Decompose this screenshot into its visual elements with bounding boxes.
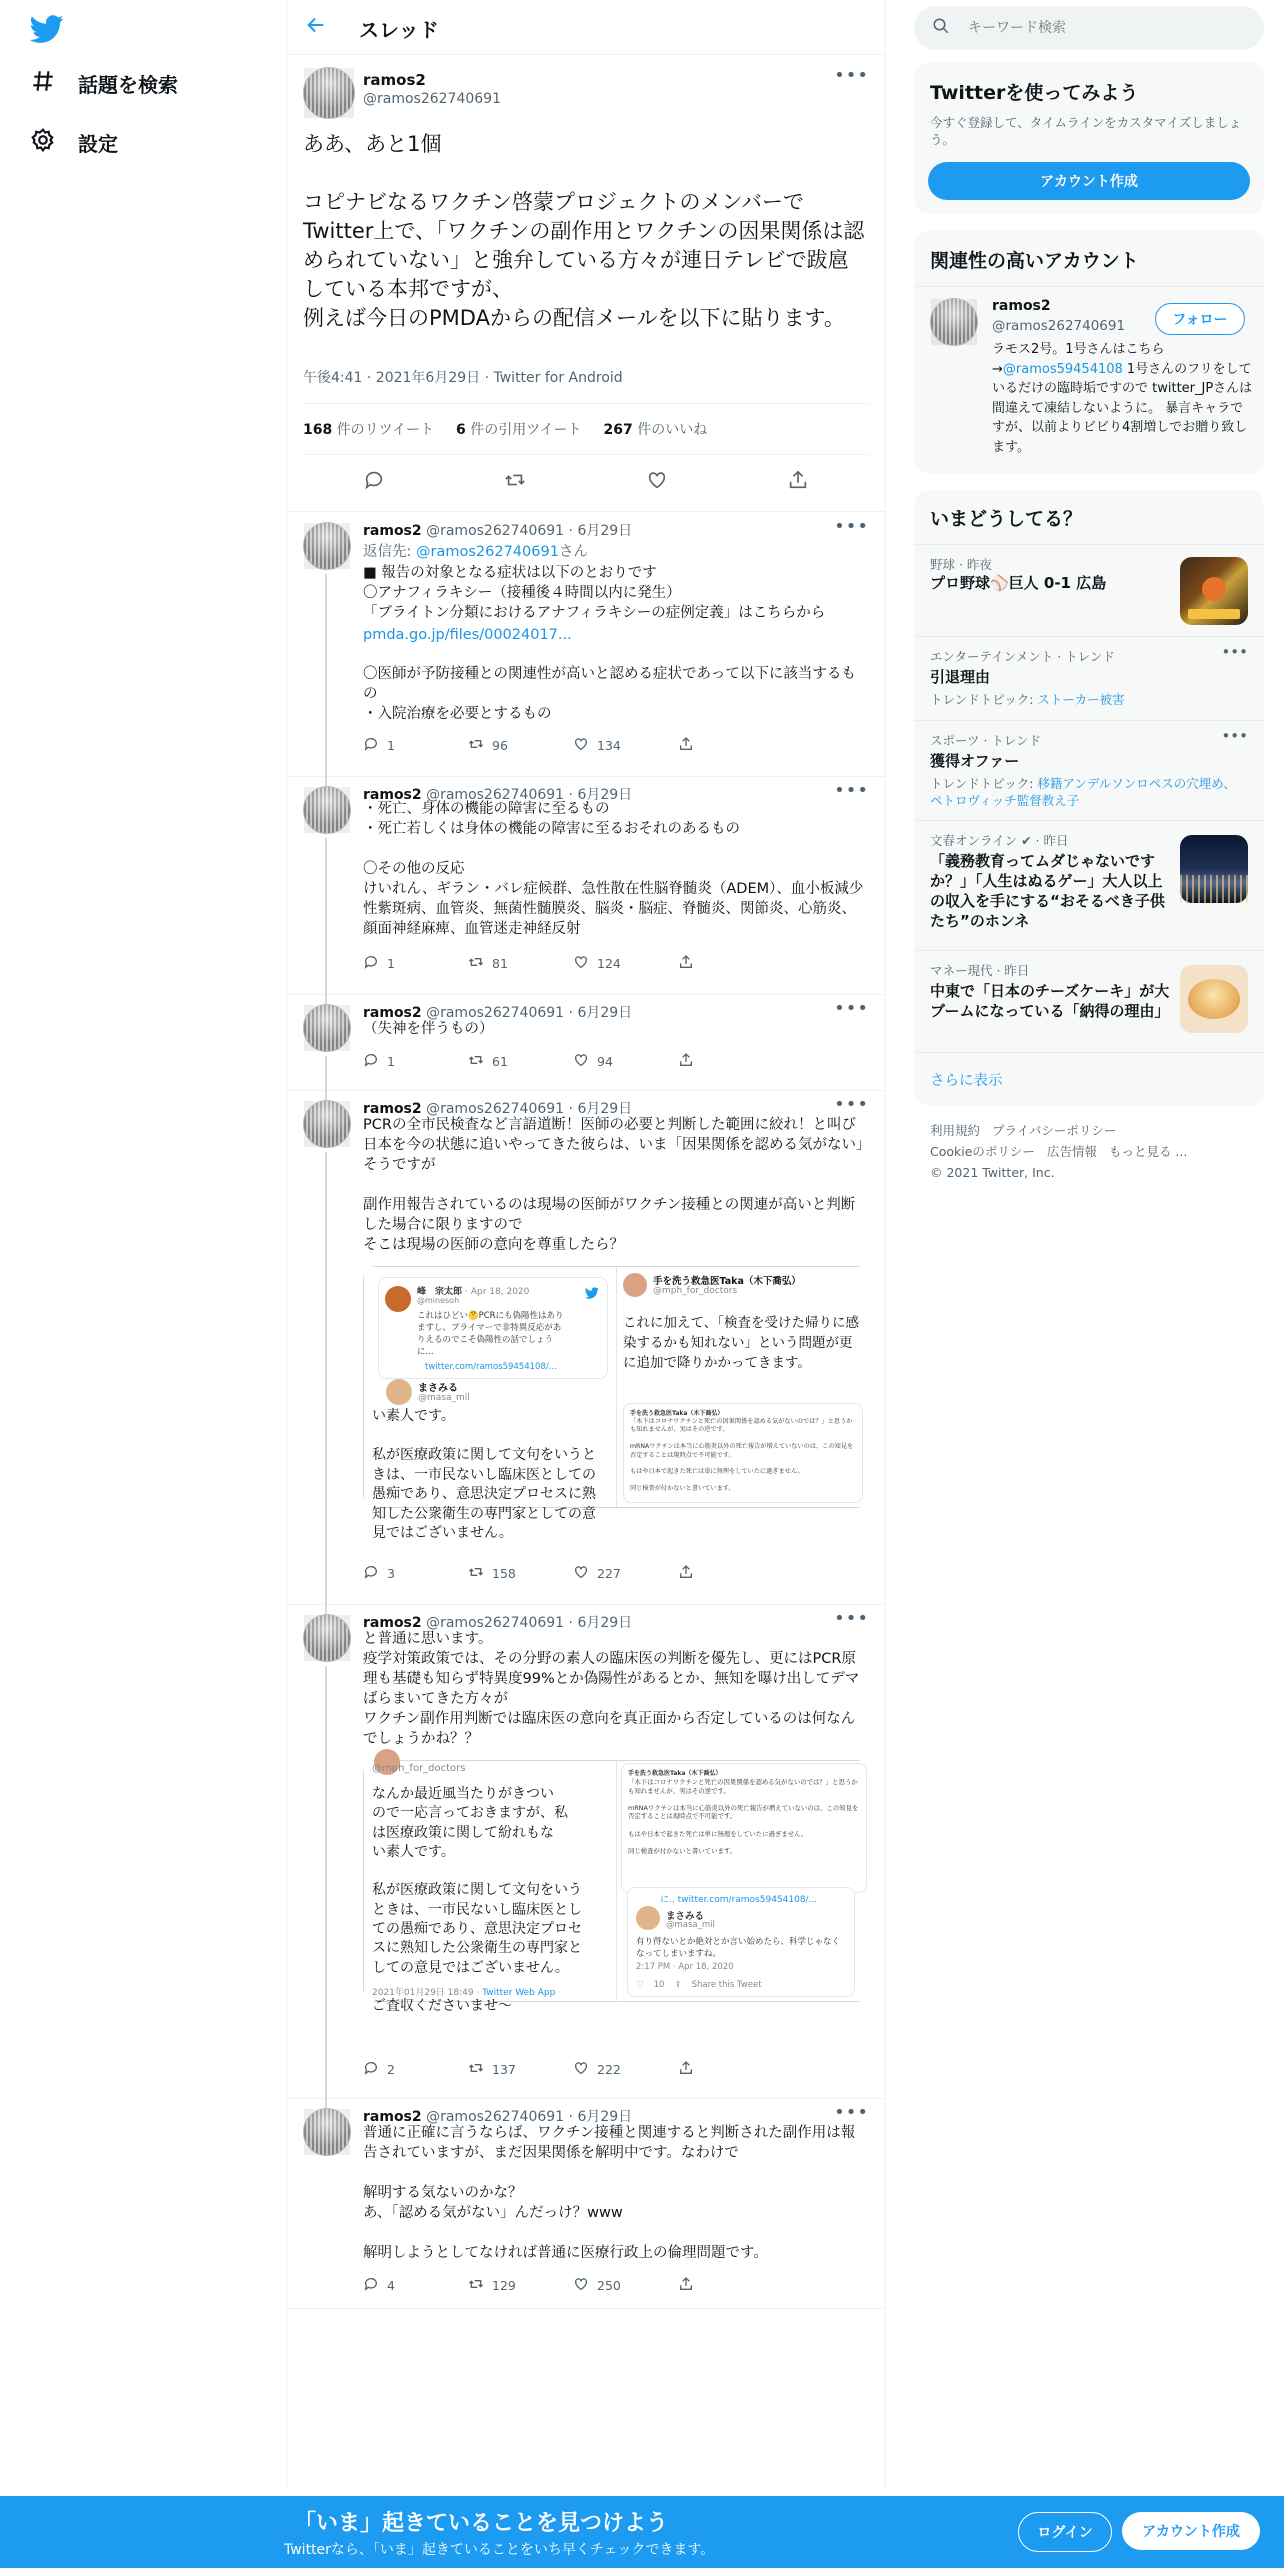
trend-name: 中東で「日本のチーズケーキ」が大ブームになっている「納得の理由」 bbox=[930, 982, 1170, 1020]
author-name[interactable]: ramos2 bbox=[363, 787, 422, 803]
share-button[interactable] bbox=[678, 1052, 783, 1071]
embed-time: 2:17 PM · Apr 18, 2020 bbox=[636, 1962, 734, 1972]
footer-terms[interactable]: 利用規約 bbox=[930, 1123, 981, 1138]
tweet-actions bbox=[363, 736, 783, 755]
retweet-icon bbox=[468, 736, 484, 755]
footer-links bbox=[930, 1120, 1260, 1183]
retweet-count: 81 bbox=[492, 956, 508, 971]
search-box[interactable] bbox=[914, 6, 1264, 50]
retweet-count: 137 bbox=[492, 2062, 516, 2077]
trend-sub-link[interactable]: 移籍アンデルソンロペスの穴埋め、ペトロヴィッチ監督教え子 bbox=[930, 776, 1236, 808]
avatar[interactable] bbox=[303, 67, 355, 119]
tweet-image[interactable] bbox=[363, 1266, 870, 1541]
image-meta bbox=[372, 1985, 555, 1998]
reply-tweet[interactable] bbox=[287, 776, 885, 995]
share-button[interactable] bbox=[678, 1564, 783, 1583]
reply-button[interactable] bbox=[363, 1052, 468, 1071]
more-icon[interactable]: ••• bbox=[834, 1608, 869, 1629]
footer-ads[interactable]: 広告情報 bbox=[1046, 1144, 1097, 1159]
image-right bbox=[616, 1267, 870, 1507]
reply-button[interactable] bbox=[363, 954, 468, 973]
show-more-row bbox=[914, 1052, 1264, 1107]
embed-share-label: Share this Tweet bbox=[691, 1980, 762, 1990]
like-icon bbox=[573, 2060, 589, 2079]
like-icon: ♡ bbox=[636, 1980, 644, 1990]
embed-name: 峰 宗太郎 bbox=[417, 1287, 463, 1297]
embedded-tweet bbox=[623, 1403, 863, 1503]
image-right bbox=[616, 1761, 870, 2001]
more-icon[interactable]: ••• bbox=[834, 2102, 869, 2123]
image-left bbox=[364, 1267, 614, 1541]
like-icon[interactable] bbox=[646, 469, 668, 495]
like-count: 94 bbox=[597, 1054, 613, 1069]
likes-stat[interactable] bbox=[604, 419, 708, 439]
handle-date[interactable]: @ramos262740691 · 6月29日 bbox=[426, 1615, 633, 1631]
handle-date[interactable]: @ramos262740691 · 6月29日 bbox=[426, 1101, 633, 1117]
reply-button[interactable] bbox=[363, 2060, 468, 2079]
more-icon[interactable]: ••• bbox=[834, 998, 869, 1019]
embed-name: 手を洗う救急医Taka（木下喬弘） bbox=[653, 1276, 801, 1287]
trend-item[interactable] bbox=[914, 544, 1264, 637]
trend-sub-link[interactable]: ストーカー被害 bbox=[1037, 692, 1125, 707]
like-button[interactable] bbox=[573, 2060, 678, 2079]
author-name[interactable]: ramos2 bbox=[363, 1005, 422, 1021]
reply-count: 3 bbox=[387, 1566, 395, 1581]
handle-date[interactable]: @ramos262740691 · 6月29日 bbox=[426, 1005, 633, 1021]
reply-button[interactable] bbox=[363, 1564, 468, 1583]
retweet-count: 96 bbox=[492, 738, 508, 753]
embed-name: 手を洗う救急医Taka（木下喬弘） bbox=[628, 1770, 722, 1777]
reply-count: 4 bbox=[387, 2278, 395, 2293]
like-icon bbox=[573, 1564, 589, 1583]
like-count: 134 bbox=[597, 738, 621, 753]
back-button[interactable] bbox=[301, 12, 331, 42]
avatar bbox=[385, 1286, 411, 1312]
like-icon bbox=[573, 954, 589, 973]
reply-icon bbox=[363, 1564, 379, 1583]
embed-handle: @mph_for_doctors bbox=[372, 1763, 466, 1774]
author-name[interactable]: ramos2 bbox=[363, 2109, 422, 2125]
share-icon bbox=[678, 736, 694, 755]
trend-item[interactable] bbox=[914, 636, 1264, 721]
trend-sub-prefix: トレンドトピック: bbox=[930, 692, 1038, 707]
reply-button[interactable] bbox=[363, 2276, 468, 2295]
handle-date[interactable]: @ramos262740691 · 6月29日 bbox=[426, 2109, 633, 2125]
avatar[interactable] bbox=[303, 522, 351, 570]
author-handle[interactable]: @ramos262740691 bbox=[363, 91, 501, 107]
trend-category: エンターテインメント · トレンド bbox=[930, 649, 1115, 664]
follow-button[interactable]: フォロー bbox=[1155, 303, 1245, 335]
embed-handle: @minesoh bbox=[417, 1296, 460, 1305]
tweet-text: ■ 報告の対象となる症状は以下のとおりです 〇アナフィラキシー（接種後４時間以内に発生） 「ブライトン分類におけるアナフィラキシーの症例定義」はこちらから bbox=[363, 565, 826, 621]
twitter-logo-icon bbox=[585, 1286, 599, 1303]
embed-date: · Apr 18, 2020 bbox=[465, 1287, 530, 1297]
image-text: これに加えて、「検査を受けた帰りに感染するかも知れない」という問題が更に追加で降りかかってきます。 bbox=[623, 1315, 859, 1371]
tweet-actions bbox=[363, 1564, 783, 1583]
quotes-count: 6 bbox=[456, 422, 466, 438]
embed-handle: @masa_mil bbox=[666, 1920, 715, 1930]
share-button[interactable] bbox=[678, 736, 783, 755]
retweet-icon bbox=[468, 1564, 484, 1583]
avatar[interactable] bbox=[303, 1100, 351, 1148]
retweet-count: 61 bbox=[492, 1054, 508, 1069]
embed-like-count: 10 bbox=[653, 1980, 665, 1990]
thread-column bbox=[286, 0, 886, 2490]
thread-line bbox=[325, 1056, 327, 1090]
show-more-link[interactable]: さらに表示 bbox=[930, 1073, 1003, 1089]
avatar[interactable] bbox=[303, 1614, 351, 1662]
more-icon[interactable]: ••• bbox=[834, 516, 869, 537]
avatar[interactable] bbox=[303, 786, 351, 834]
retweets-count: 168 bbox=[303, 422, 333, 438]
embed-name: まさみる bbox=[418, 1383, 458, 1394]
retweet-button[interactable] bbox=[468, 736, 573, 755]
nav-explore[interactable] bbox=[30, 68, 178, 99]
retweet-button[interactable] bbox=[468, 954, 573, 973]
reply-tweet[interactable] bbox=[287, 2098, 885, 2309]
signup-desc: 今すぐ登録して、タイムラインをカスタマイズしましょう。 bbox=[930, 115, 1242, 147]
image-meta-link: Twitter Web App bbox=[482, 1988, 556, 1998]
share-button[interactable] bbox=[678, 954, 783, 973]
tweet-meta[interactable]: 午後4:41 · 2021年6月29日 · Twitter for Android bbox=[303, 370, 623, 386]
retweet-button[interactable] bbox=[468, 1564, 573, 1583]
nav-settings[interactable] bbox=[30, 127, 118, 158]
more-icon[interactable]: ••• bbox=[1221, 643, 1248, 661]
quotes-label: 件の引用ツイート bbox=[470, 422, 582, 438]
gear-icon bbox=[30, 127, 56, 158]
retweet-button[interactable] bbox=[468, 1052, 573, 1071]
related-accounts-panel bbox=[914, 230, 1264, 474]
retweet-icon bbox=[468, 2060, 484, 2079]
like-icon bbox=[573, 1052, 589, 1071]
trend-image bbox=[1180, 965, 1248, 1033]
handle-date[interactable]: @ramos262740691 · 6月29日 bbox=[426, 523, 633, 539]
reply-to-suffix: さん bbox=[558, 544, 588, 560]
reply-tweet[interactable] bbox=[287, 1604, 885, 2099]
page-title: スレッド bbox=[359, 18, 439, 42]
tweet-text: と普通に思います。 疫学対策政策では、その分野の素人の臨床医の判断を優先し、更にはPCR原理も基礎も知らず特異度99%とか偽陽性があるとか、無知を曝け出してデマばらまいてきた方々が ワクチン副作用判断では臨床医の意向を真正面から否定しているのは何なんでしょうかね？？ bbox=[363, 1631, 860, 1747]
related-handle[interactable]: @ramos262740691 bbox=[992, 318, 1126, 334]
author-name[interactable]: ramos2 bbox=[363, 523, 422, 539]
trend-name: 獲得オファー bbox=[930, 752, 1020, 770]
footer-copyright: © 2021 Twitter, Inc. bbox=[930, 1165, 1055, 1180]
likes-label: 件のいいね bbox=[637, 422, 708, 438]
login-button[interactable]: ログイン bbox=[1018, 2512, 1112, 2552]
reply-icon bbox=[363, 1052, 379, 1071]
handle-date[interactable]: @ramos262740691 · 6月29日 bbox=[426, 787, 633, 803]
image-left bbox=[364, 1761, 614, 2015]
signup-button[interactable]: アカウント作成 bbox=[1122, 2512, 1260, 2550]
avatar[interactable] bbox=[303, 1004, 351, 1052]
tweet-text: 〇医師が予防接種との関連性が高いと認める症状であって以下に該当するもの ・入院治療を必要とするもの bbox=[363, 666, 856, 722]
retweets-label: 件のリツイート bbox=[336, 422, 434, 438]
embed-handle: @masa_mil bbox=[418, 1393, 470, 1403]
image-text: い素人です。 私が医療政策に関して文句をいうときは、一市民ないし臨床医としての愚痴であり、意思決定プロセスに熟知した公衆衛生の専門家としての意見ではございません。 bbox=[372, 1408, 596, 1541]
divider bbox=[914, 286, 1264, 287]
trend-item[interactable] bbox=[914, 820, 1264, 951]
embedded-tweet bbox=[627, 1887, 855, 1997]
tweet-actions bbox=[303, 459, 869, 505]
likes-count: 267 bbox=[603, 422, 633, 438]
hashtag-icon bbox=[30, 68, 56, 99]
tweet-actions bbox=[363, 954, 783, 973]
tweet-text: （失神を伴うもの） bbox=[363, 1021, 494, 1037]
reply-count: 1 bbox=[387, 956, 395, 971]
thread-line bbox=[325, 1152, 327, 1604]
reply-button[interactable] bbox=[363, 736, 468, 755]
score-badge bbox=[1188, 609, 1240, 619]
retweet-icon bbox=[468, 1052, 484, 1071]
reply-tweet[interactable] bbox=[287, 512, 885, 777]
like-count: 227 bbox=[597, 1566, 621, 1581]
retweet-count: 129 bbox=[492, 2278, 516, 2293]
embed-link-url: twitter.com/ramos59454108/... bbox=[677, 1895, 818, 1905]
reply-count: 1 bbox=[387, 738, 395, 753]
trend-sub-prefix: トレンドトピック: bbox=[930, 776, 1038, 791]
share-icon[interactable] bbox=[787, 469, 809, 495]
trend-name: 引退理由 bbox=[930, 668, 991, 686]
retweet-icon bbox=[468, 2276, 484, 2295]
thread-line bbox=[325, 2098, 327, 2108]
retweet-icon[interactable] bbox=[504, 469, 526, 495]
avatar[interactable] bbox=[930, 298, 978, 346]
embed-text: 「木下はコロナワクチンと死亡の因果関係を認める気がないのでは？」と思うかも知れませんが、実はその逆です。 mRNAワクチンは本当に心筋炎以外の死亡報告が増えていないのは、この知見を否定することは現時点で不可能です。 もはや日本で起きた死亡は単に無理をしていたに過ぎません。 同じ検査が付かないと書いています。 bbox=[630, 1418, 854, 1493]
signup-banner bbox=[0, 2496, 1284, 2568]
share-button[interactable] bbox=[678, 2060, 783, 2079]
tweet-text: ・死亡、身体の機能の障害に至るもの ・死亡若しくは身体の機能の障害に至るおそれのあるもの 〇その他の反応 けいれん、ギラン・バレ症候群、急性散在性脳脊髄炎（ADEM）、血小板減少性紫斑病、血管炎、無菌性髄膜炎、脳炎・脳症、脊髄炎、関節炎、心筋炎、顔面神経麻痺、血管迷走神経反射 bbox=[363, 801, 864, 937]
bio-text: ラモス2号。1号さんはこちら→ bbox=[992, 342, 1165, 377]
like-button[interactable] bbox=[573, 2276, 678, 2295]
thread-line bbox=[325, 1090, 327, 1100]
like-button[interactable] bbox=[573, 954, 678, 973]
thread-line bbox=[325, 574, 327, 776]
trends-title: いまどうしてる？ bbox=[930, 508, 1083, 530]
footer-more[interactable]: もっと見る ... bbox=[1108, 1144, 1188, 1159]
reply-to-prefix: 返信先: bbox=[363, 544, 416, 560]
tweet-text: ああ、あと1個 コピナビなるワクチン啓蒙プロジェクトのメンバーでTwitter上で、「ワクチンの副作用とワクチンの因果関係は認められていない」と強弁している方々が連日テレビで跋扈している本邦ですが、 例えば今日のPMDAからの配信メールを以下に貼ります。 bbox=[303, 132, 865, 330]
thread-line bbox=[325, 838, 327, 994]
author-name[interactable]: ramos2 bbox=[363, 1101, 422, 1117]
signup-title: Twitterを使ってみよう bbox=[930, 82, 1139, 104]
reply-icon bbox=[363, 2060, 379, 2079]
avatar bbox=[386, 1379, 412, 1405]
left-nav bbox=[0, 0, 286, 2568]
embed-handle: @mph_for_doctors bbox=[653, 1286, 738, 1296]
trend-image bbox=[1180, 557, 1248, 625]
embed-link: に.. twitter.com/ramos59454108/... bbox=[660, 1895, 818, 1905]
reply-header bbox=[363, 520, 632, 540]
like-count: 124 bbox=[597, 956, 621, 971]
embed-text: 「木下はコロナワクチンと死亡の因果関係を認める気がないのでは？」と思うかも知れませんが、実はその逆です。 mRNAワクチンは本当に心筋炎以外の死亡報告が増えていないのは、この知見を否定することは現時点で不可能です。 もはや日本で起きた死亡は単に無理をしていたに過ぎません。 同じ検査が付かないと書いています。 bbox=[628, 1778, 859, 1855]
signup-panel bbox=[914, 62, 1264, 214]
related-bio bbox=[992, 340, 1254, 457]
trend-category: 野球 · 昨夜 bbox=[930, 557, 992, 572]
trend-subtopic bbox=[930, 775, 1240, 809]
tweet-text: 普通に正確に言うならば、ワクチン接種と関連すると判断された副作用は報告されていますが、まだ因果関係を解明中です。なわけで 解明する気ないのかな？ あ、「認める気がない」んだっけ？www 解明しようとしてなければ普通に医療行政上の倫理問題です。 bbox=[363, 2125, 856, 2261]
retweet-button[interactable] bbox=[468, 2060, 573, 2079]
retweet-icon bbox=[468, 954, 484, 973]
cheesecake-image bbox=[1188, 979, 1240, 1019]
avatar bbox=[636, 1906, 660, 1930]
like-button[interactable] bbox=[573, 736, 678, 755]
bio-link[interactable]: @ramos59454108 bbox=[1002, 361, 1123, 377]
like-icon bbox=[573, 2276, 589, 2295]
tweet-link[interactable]: pmda.go.jp/files/00024017... bbox=[363, 627, 572, 643]
reply-icon bbox=[363, 736, 379, 755]
reply-icon bbox=[363, 954, 379, 973]
trend-name: 「義務教育ってムダじゃないですか？」「人生はぬるゲー」大人以上の収入を手にする“おそるべき子供たち”のホンネ bbox=[930, 852, 1165, 930]
thread-header bbox=[287, 0, 885, 55]
like-button[interactable] bbox=[573, 1052, 678, 1071]
twitter-logo-icon[interactable] bbox=[30, 12, 64, 46]
retweet-button[interactable] bbox=[468, 2276, 573, 2295]
author-name[interactable]: ramos2 bbox=[363, 1615, 422, 1631]
embed-text: 有り得ないとか絶対とか言い始めたら、科学じゃなくなってしまいますね。 bbox=[636, 1937, 841, 1959]
share-icon bbox=[678, 954, 694, 973]
share-icon bbox=[678, 2276, 694, 2295]
search-input[interactable] bbox=[966, 19, 1240, 37]
share-button[interactable] bbox=[678, 2276, 783, 2295]
reply-icon bbox=[363, 2276, 379, 2295]
reply-to bbox=[363, 542, 869, 562]
banner-subtitle: Twitterなら、「いま」起きていることをいち早くチェックできます。 bbox=[284, 2542, 715, 2558]
tweet-actions bbox=[363, 1052, 783, 1071]
image-text: なんか最近風当たりがきつい ので一応言っておきますが、私 は医療政策に関して紛れもな い素人です。 私が医療政策に関して文句をいう ときは、一市民ないし臨床医とし ての愚痴であり、意思決定プロセ スに熟知した公衆衛生の専門家と しての意見ではございません。 ご査収くださいませ〜 bbox=[372, 1786, 582, 2015]
embed-link: twitter.com/ramos59454108/... bbox=[425, 1362, 557, 1372]
tweet-stats bbox=[303, 403, 869, 455]
trend-image bbox=[1180, 835, 1248, 903]
like-count: 250 bbox=[597, 2278, 621, 2293]
related-name[interactable]: ramos2 bbox=[992, 298, 1051, 314]
quotes-stat[interactable] bbox=[456, 419, 582, 439]
embed-actions bbox=[636, 1980, 762, 1990]
reply-tweet[interactable] bbox=[287, 1090, 885, 1605]
reply-to-handle[interactable]: @ramos262740691 bbox=[416, 544, 559, 560]
embedded-tweet bbox=[621, 1763, 867, 1893]
trend-subtopic bbox=[930, 691, 1230, 708]
reply-count: 1 bbox=[387, 1054, 395, 1069]
banner-title: 「いま」起きていることを見つけよう bbox=[294, 2511, 669, 2536]
embed-name: まさみる bbox=[666, 1911, 705, 1922]
tweet-text: PCRの全市民検査など言語道断！医師の必要と判断した範囲に絞れ！と叫び日本を今の状態に追いやってきた彼らは、いま「因果関係を認める気がない」そうですが 副作用報告されているのは現場の医師がワクチン接種との関連が高いと判断した場合に限りますので そこは現場の医師の意向を尊重したら？ bbox=[363, 1117, 864, 1253]
retweets-stat[interactable] bbox=[303, 419, 434, 439]
trends-panel bbox=[914, 490, 1264, 1106]
create-account-button[interactable]: アカウント作成 bbox=[928, 162, 1250, 200]
trend-item[interactable] bbox=[914, 950, 1264, 1053]
share-icon: ⇪ bbox=[674, 1980, 682, 1990]
nav-explore-label: 話題を検索 bbox=[78, 73, 178, 97]
like-button[interactable] bbox=[573, 1564, 678, 1583]
reply-tweet[interactable] bbox=[287, 994, 885, 1091]
thread-line bbox=[325, 994, 327, 1004]
reply-icon[interactable] bbox=[363, 469, 385, 495]
like-count: 222 bbox=[597, 2062, 621, 2077]
footer-cookie[interactable]: Cookieのポリシー bbox=[930, 1144, 1035, 1159]
embed-name: 手を洗う救急医Taka（木下喬弘） bbox=[630, 1410, 724, 1417]
more-icon[interactable]: ••• bbox=[834, 1094, 869, 1115]
bio-text: 1号さんのフリをしているだけの臨時垢ですので twitter_JPさんは間違えて凍結しないように。 暴言キャラですが、以前よりビビり4割増しでお贈り致します。 bbox=[992, 361, 1253, 455]
share-icon bbox=[678, 1564, 694, 1583]
avatar[interactable] bbox=[303, 2108, 351, 2156]
thread-line bbox=[325, 776, 327, 786]
tweet-actions bbox=[363, 2276, 783, 2295]
trend-category: 文春オンライン ✔ · 昨日 bbox=[930, 833, 1069, 848]
team-logo-icon bbox=[1202, 577, 1226, 601]
reply-count: 2 bbox=[387, 2062, 395, 2077]
share-icon bbox=[678, 1052, 694, 1071]
trend-name: プロ野球⚾巨人 0-1 広島 bbox=[930, 574, 1107, 592]
more-icon[interactable]: ••• bbox=[834, 780, 869, 801]
tweet-actions bbox=[363, 2060, 783, 2079]
thread-line bbox=[325, 1666, 327, 2098]
nav-settings-label: 設定 bbox=[78, 132, 118, 156]
retweet-count: 158 bbox=[492, 1566, 516, 1581]
avatar bbox=[623, 1273, 647, 1297]
more-icon[interactable]: ••• bbox=[1221, 727, 1248, 745]
trend-category: スポーツ · トレンド bbox=[930, 733, 1042, 748]
image-meta-date: 2021年01月29日 18:49 · bbox=[372, 1988, 483, 1998]
related-title: 関連性の高いアカウント bbox=[930, 250, 1139, 272]
author-name[interactable]: ramos2 bbox=[363, 71, 426, 89]
embedded-tweet bbox=[378, 1277, 608, 1379]
trend-category: マネー現代 · 昨日 bbox=[930, 963, 1030, 978]
trend-item[interactable] bbox=[914, 720, 1264, 821]
search-icon bbox=[914, 17, 950, 39]
main-tweet bbox=[287, 55, 885, 512]
footer-privacy[interactable]: プライバシーポリシー bbox=[992, 1123, 1117, 1138]
thread-line bbox=[325, 1604, 327, 1614]
city-lights bbox=[1180, 875, 1248, 903]
embed-text: これはひどい🤔PCRにも偽陽性はありますし、プライマーで非特異反応がありえるのでこそ偽陽性の話でしょうに... bbox=[417, 1311, 564, 1357]
more-icon[interactable]: ••• bbox=[834, 65, 869, 86]
share-icon bbox=[678, 2060, 694, 2079]
like-icon bbox=[573, 736, 589, 755]
back-arrow-icon bbox=[305, 14, 327, 40]
tweet-image[interactable] bbox=[363, 1760, 870, 2015]
